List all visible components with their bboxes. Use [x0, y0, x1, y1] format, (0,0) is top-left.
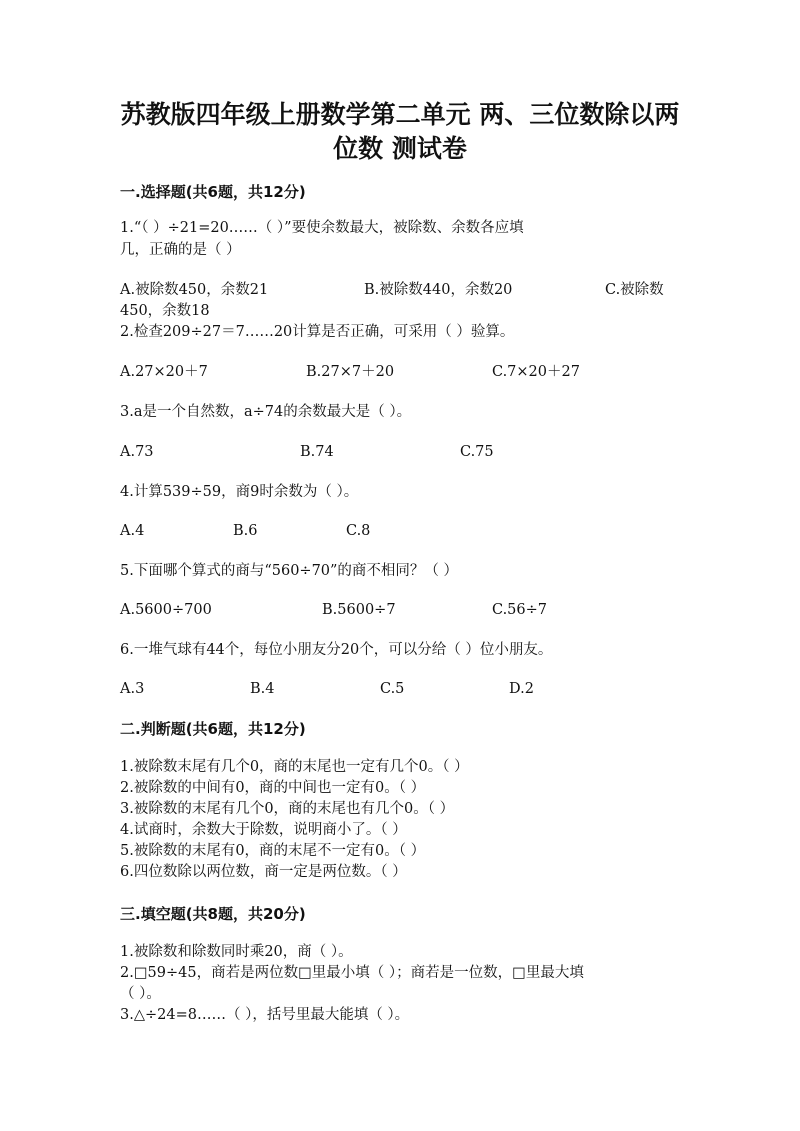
question-6-option-a: A.3	[120, 681, 145, 697]
question-1-option-c-line-2: 450，余数18	[120, 303, 210, 319]
judge-item-1: 1.被除数末尾有几个0，商的末尾也一定有几个0。（ ）	[120, 759, 469, 775]
question-2-option-c: C.7×20＋27	[492, 364, 580, 380]
title-line-1: 苏教版四年级上册数学第二单元 两、三位数除以两	[120, 100, 680, 129]
judge-item-6: 6.四位数除以两位数，商一定是两位数。（ ）	[120, 864, 407, 880]
question-4-option-a: A.4	[120, 523, 145, 539]
question-6-option-b: B.4	[250, 681, 275, 697]
judge-item-4: 4.试商时，余数大于除数，说明商小了。（ ）	[120, 822, 407, 838]
question-1-option-c-line-1: C.被除数	[605, 282, 664, 298]
fill-item-2: 2.□59÷45，商若是两位数□里最小填（ ）；商若是一位数，□里最大填	[120, 965, 584, 981]
question-5-option-c: C.56÷7	[492, 602, 548, 618]
judge-item-2: 2.被除数的中间有0，商的中间也一定有0。（ ）	[120, 780, 426, 796]
fill-item-1: 1.被除数和除数同时乘20，商（ ）。	[120, 944, 353, 960]
question-5: 5.下面哪个算式的商与“560÷70”的商不相同？（ ）	[120, 563, 459, 579]
question-5-option-a: A.5600÷700	[120, 602, 212, 618]
question-3-option-b: B.74	[300, 444, 334, 460]
judge-item-5: 5.被除数的末尾有0，商的末尾不一定有0。（ ）	[120, 843, 426, 859]
section-heading-judge: 二.判断题(共6题，共12分)	[120, 720, 306, 738]
section-heading-choice: 一.选择题(共6题，共12分)	[120, 183, 306, 201]
question-3-option-a: A.73	[120, 444, 154, 460]
question-1-line-1: 1.“（ ）÷21=20……（ ）”要使余数最大，被除数、余数各应填	[120, 220, 524, 236]
title-line-2: 位数 测试卷	[333, 134, 467, 163]
fill-item-3: 3.△÷24=8……（ ），括号里最大能填（ ）。	[120, 1007, 410, 1023]
question-4: 4.计算539÷59，商9时余数为（ ）。	[120, 484, 359, 500]
question-6: 6.一堆气球有44个，每位小朋友分20个，可以分给（ ）位小朋友。	[120, 642, 553, 658]
question-1	[120, 217, 680, 261]
question-2-option-b: B.27×7＋20	[306, 364, 395, 380]
question-3: 3.a是一个自然数，a÷74的余数最大是（ ）。	[120, 404, 412, 420]
question-5-option-b: B.5600÷7	[322, 602, 396, 618]
question-3-option-c: C.75	[460, 444, 494, 460]
question-4-option-b: B.6	[233, 523, 258, 539]
question-6-option-c: C.5	[380, 681, 405, 697]
question-1-option-a: A.被除数450，余数21	[120, 282, 269, 298]
section-heading-fill: 三.填空题(共8题，共20分)	[120, 905, 306, 923]
question-6-option-d: D.2	[509, 681, 534, 697]
question-2: 2.检查209÷27＝7……20计算是否正确，可采用（ ）验算。	[120, 324, 515, 340]
question-2-option-a: A.27×20＋7	[120, 364, 208, 380]
question-4-option-c: C.8	[346, 523, 371, 539]
question-1-line-2: 几，正确的是（ ）	[120, 242, 241, 258]
question-1-option-b: B.被除数440，余数20	[364, 282, 513, 298]
page-title	[100, 98, 700, 166]
judge-item-3: 3.被除数的末尾有几个0，商的末尾也有几个0。（ ）	[120, 801, 455, 817]
fill-item-2-continued: （ ）。	[120, 986, 161, 1002]
